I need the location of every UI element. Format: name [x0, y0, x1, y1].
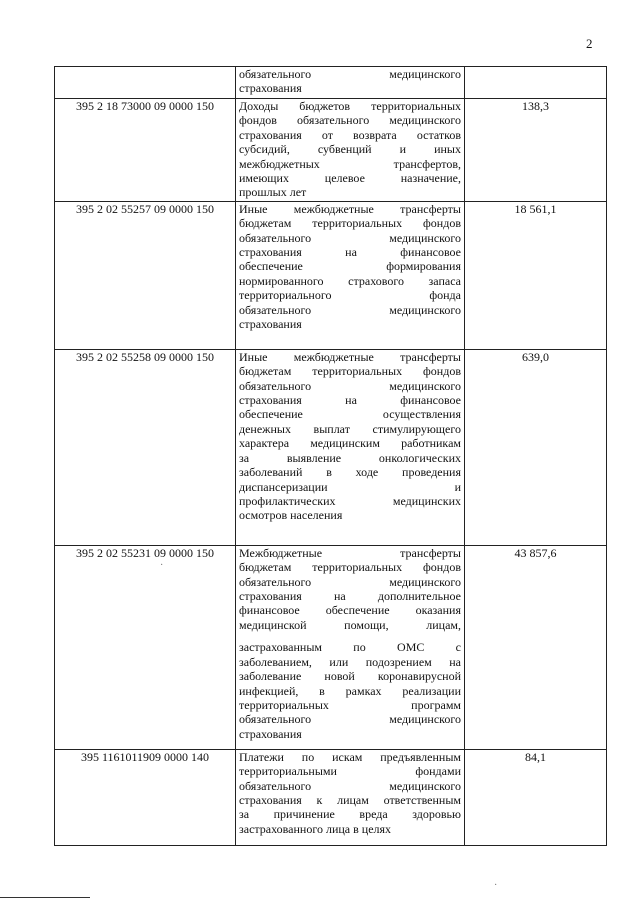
description-line: обязательного медицинского [239, 574, 461, 589]
budget-code-cell: 395 2 02 55231 09 0000 150 [55, 545, 236, 749]
table-row [55, 545, 607, 749]
description-line: страхования [239, 81, 302, 96]
table-row [55, 99, 607, 202]
description-line: страхования на финансовое [239, 393, 461, 408]
description-line: застрахованного лица в целях [239, 821, 392, 836]
description-line: субсидий, субвенций и иных [239, 142, 461, 157]
budget-code-cell: 395 1161011909 0000 140 [55, 749, 236, 845]
budget-code-cell: 395 2 18 73000 09 0000 150 [55, 99, 236, 202]
description-line: характера медицинским работникам [239, 436, 461, 451]
description-line: бюджетам территориальных фондов [239, 364, 461, 379]
amount-cell: 84,1 [465, 749, 607, 845]
description-line: территориальными фондами [239, 764, 461, 779]
description-line: обеспечение осуществления [239, 407, 461, 422]
budget-code-cell [55, 67, 236, 99]
page-number: 2 [586, 36, 593, 51]
description-line: имеющих целевое назначение, [239, 171, 461, 186]
table-row [55, 201, 607, 349]
description-line: заболевание новой коронавирусной [239, 669, 461, 684]
description-line: диспансеризации и [239, 479, 461, 494]
revenue-description-cell [236, 545, 465, 749]
revenue-description-cell [236, 201, 465, 349]
description-line: Платежи по искам предъявленным [239, 749, 461, 764]
description-line: осмотров населения [239, 508, 343, 523]
amount-cell [465, 67, 607, 99]
description-line: профилактических медицинских [239, 493, 461, 508]
description-line: страхования [239, 317, 302, 332]
description-line: территориальных программ [239, 697, 461, 712]
scan-speck: · [160, 560, 164, 571]
description-line: страхования от возврата остатков [239, 127, 461, 142]
description-line: страхования к лицам ответственным [239, 793, 461, 808]
description-line: страхования на дополнительное [239, 589, 461, 604]
description-line: обязательного медицинского [239, 302, 461, 317]
revenue-description-cell [236, 67, 465, 99]
description-line: обеспечение формирования [239, 259, 461, 274]
budget-code-cell: 395 2 02 55257 09 0000 150 [55, 201, 236, 349]
description-line: нормированного страхового запаса [239, 273, 461, 288]
description-line: бюджетам территориальных фондов [239, 216, 461, 231]
description-line: Доходы бюджетов территориальных [239, 99, 461, 113]
bottom-edge-rule [0, 897, 90, 898]
description-line: за выявление онкологических [239, 450, 461, 465]
description-line: Межбюджетные трансферты [239, 545, 461, 560]
table-row [55, 749, 607, 845]
description-line: прошлых лет [239, 185, 307, 200]
budget-revenue-table [54, 66, 607, 846]
description-line: территориального фонда [239, 288, 461, 303]
revenue-description-cell [236, 749, 465, 845]
table-row [55, 67, 607, 99]
description-line: за причинение вреда здоровью [239, 807, 461, 822]
description-line: финансовое обеспечение оказания [239, 603, 461, 618]
description-line: денежных выплат стимулирующего [239, 421, 461, 436]
description-line: бюджетам территориальных фондов [239, 560, 461, 575]
description-line: заболеваний в ходе проведения [239, 465, 461, 480]
description-line: фондов обязательного медицинского [239, 113, 461, 128]
description-line: обязательного медицинского [239, 230, 461, 245]
description-line: обязательного медицинского [239, 378, 461, 393]
description-line: Иные межбюджетные трансферты [239, 349, 461, 364]
description-line: обязательного медицинского [239, 67, 461, 81]
amount-cell: 43 857,6 [465, 545, 607, 749]
revenue-description-cell [236, 349, 465, 545]
description-line: обязательного медицинского [239, 778, 461, 793]
description-line: межбюджетных трансфертов, [239, 156, 461, 171]
budget-code-cell: 395 2 02 55258 09 0000 150 [55, 349, 236, 545]
amount-cell: 639,0 [465, 349, 607, 545]
description-line: страхования на финансовое [239, 245, 461, 260]
description-line: обязательного медицинского [239, 712, 461, 727]
description-line: Иные межбюджетные трансферты [239, 201, 461, 216]
description-line: страхования [239, 726, 302, 741]
amount-cell: 18 561,1 [465, 201, 607, 349]
description-line: заболеванием, или подозрением на [239, 654, 461, 669]
revenue-description-cell [236, 99, 465, 202]
table-row [55, 349, 607, 545]
scan-speck: · [494, 880, 498, 891]
description-line: инфекцией, в рамках реализации [239, 683, 461, 698]
amount-cell: 138,3 [465, 99, 607, 202]
description-line: застрахованным по ОМС с [239, 640, 461, 655]
description-line: медицинской помощи, лицам, [239, 617, 461, 632]
